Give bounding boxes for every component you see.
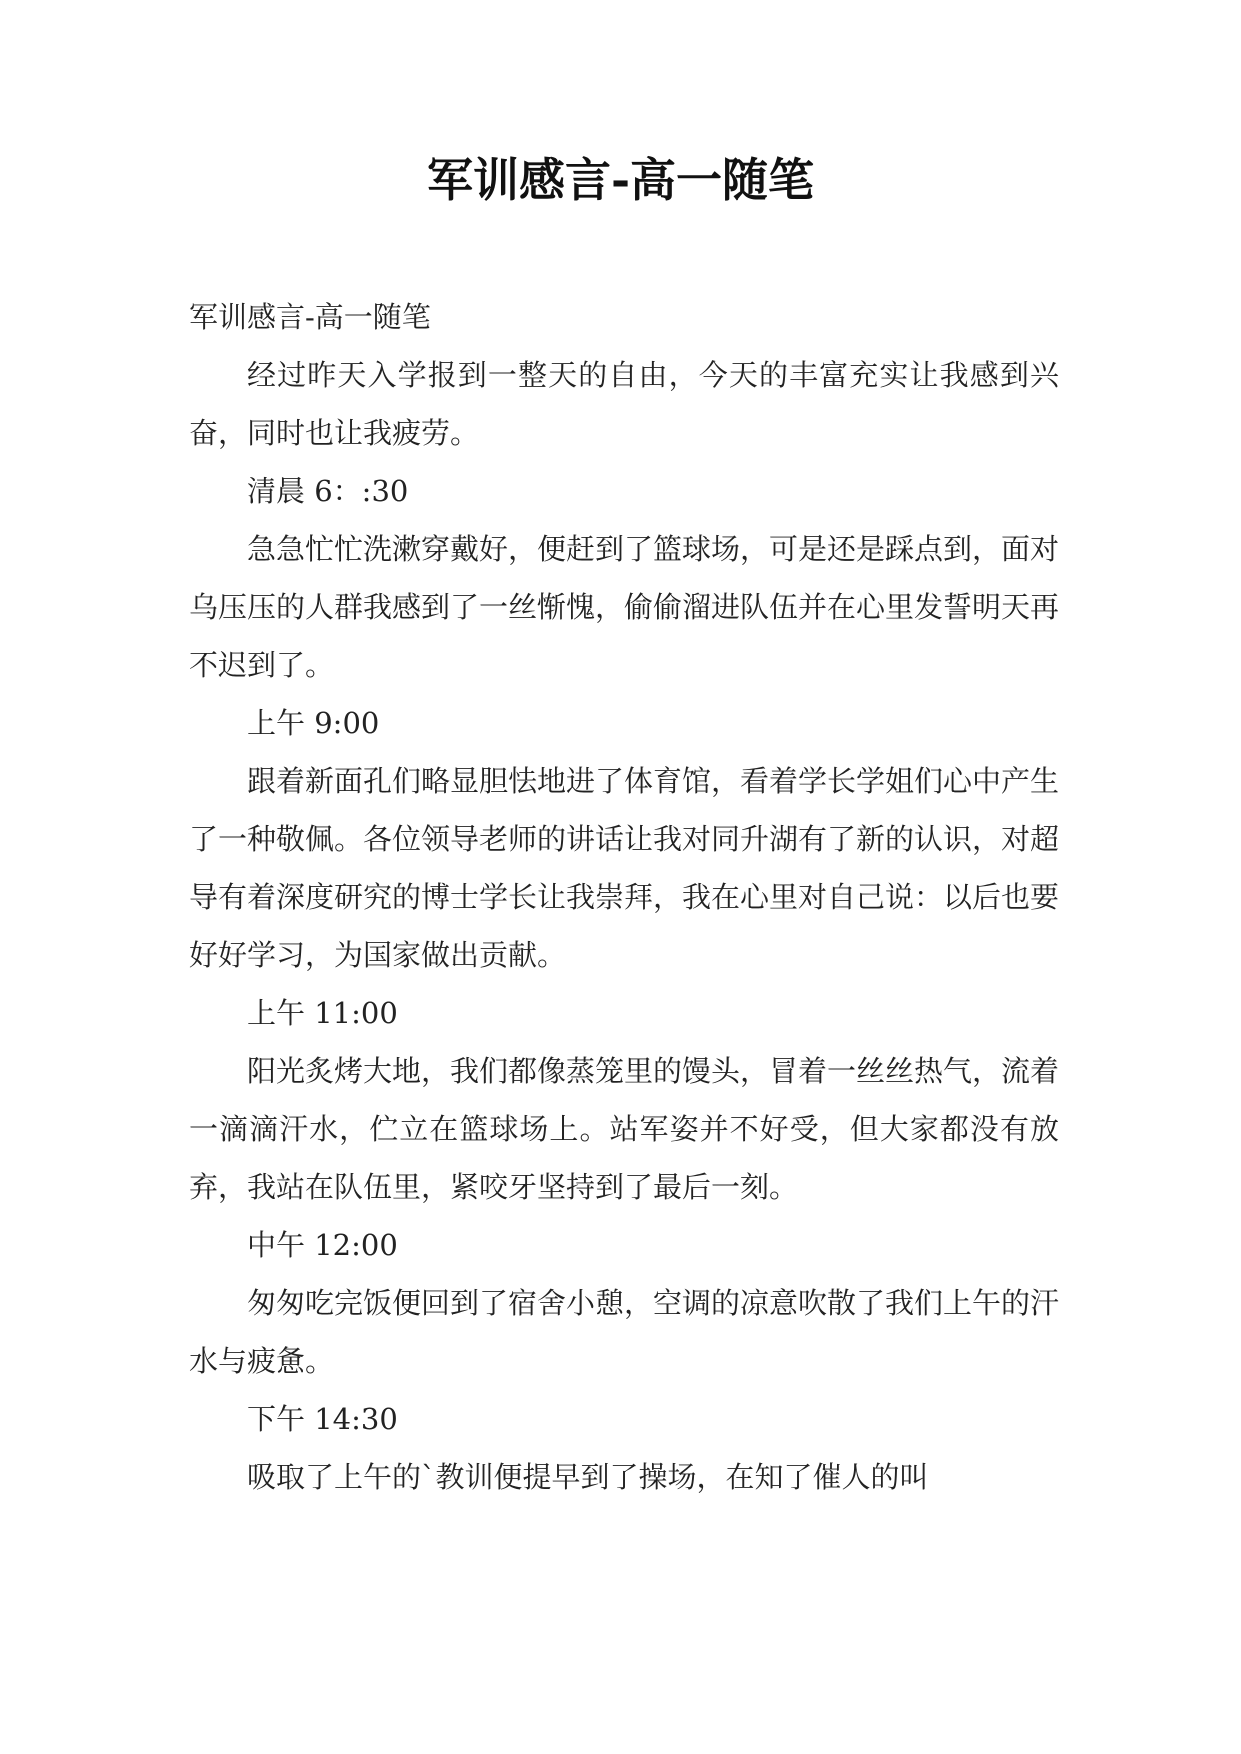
body-paragraph: 经过昨天入学报到一整天的自由，今天的丰富充实让我感到兴奋，同时也让我疲劳。: [189, 358, 1059, 450]
time-heading: 上午 11:00: [247, 996, 398, 1030]
body-paragraph: 急急忙忙洗漱穿戴好，便赶到了篮球场，可是还是踩点到，面对乌压压的人群我感到了一丝惭愧，偷偷溜进队伍并在心里发誓明天再不迟到了。: [189, 532, 1060, 682]
time-heading: 中午 12:00: [247, 1228, 398, 1262]
body-paragraph: 吸取了上午的`教训便提早到了操场，在知了催人的叫: [247, 1460, 929, 1494]
document-title: 军训感言-高一随笔: [426, 153, 815, 207]
body-subtitle: 军训感言-高一随笔: [189, 300, 431, 334]
body-paragraph: 跟着新面孔们略显胆怯地进了体育馆，看着学长学姐们心中产生了一种敬佩。各位领导老师的讲话让我对同升湖有了新的认识，对超导有着深度研究的博士学长让我崇拜，我在心里对自己说：以后也要好好学习，为国家做出贡献。: [189, 764, 1060, 972]
body-paragraph: 匆匆吃完饭便回到了宿舍小憩，空调的凉意吹散了我们上午的汗水与疲惫。: [189, 1286, 1060, 1378]
time-heading: 清晨 6：:30: [247, 474, 409, 508]
time-heading: 上午 9:00: [247, 706, 380, 740]
body-paragraph: 阳光炙烤大地，我们都像蒸笼里的馒头，冒着一丝丝热气，流着一滴滴汗水，伫立在篮球场上。站军姿并不好受，但大家都没有放弃，我站在队伍里，紧咬牙坚持到了最后一刻。: [189, 1054, 1060, 1204]
time-heading: 下午 14:30: [247, 1402, 398, 1436]
document-body: [189, 288, 1059, 1506]
